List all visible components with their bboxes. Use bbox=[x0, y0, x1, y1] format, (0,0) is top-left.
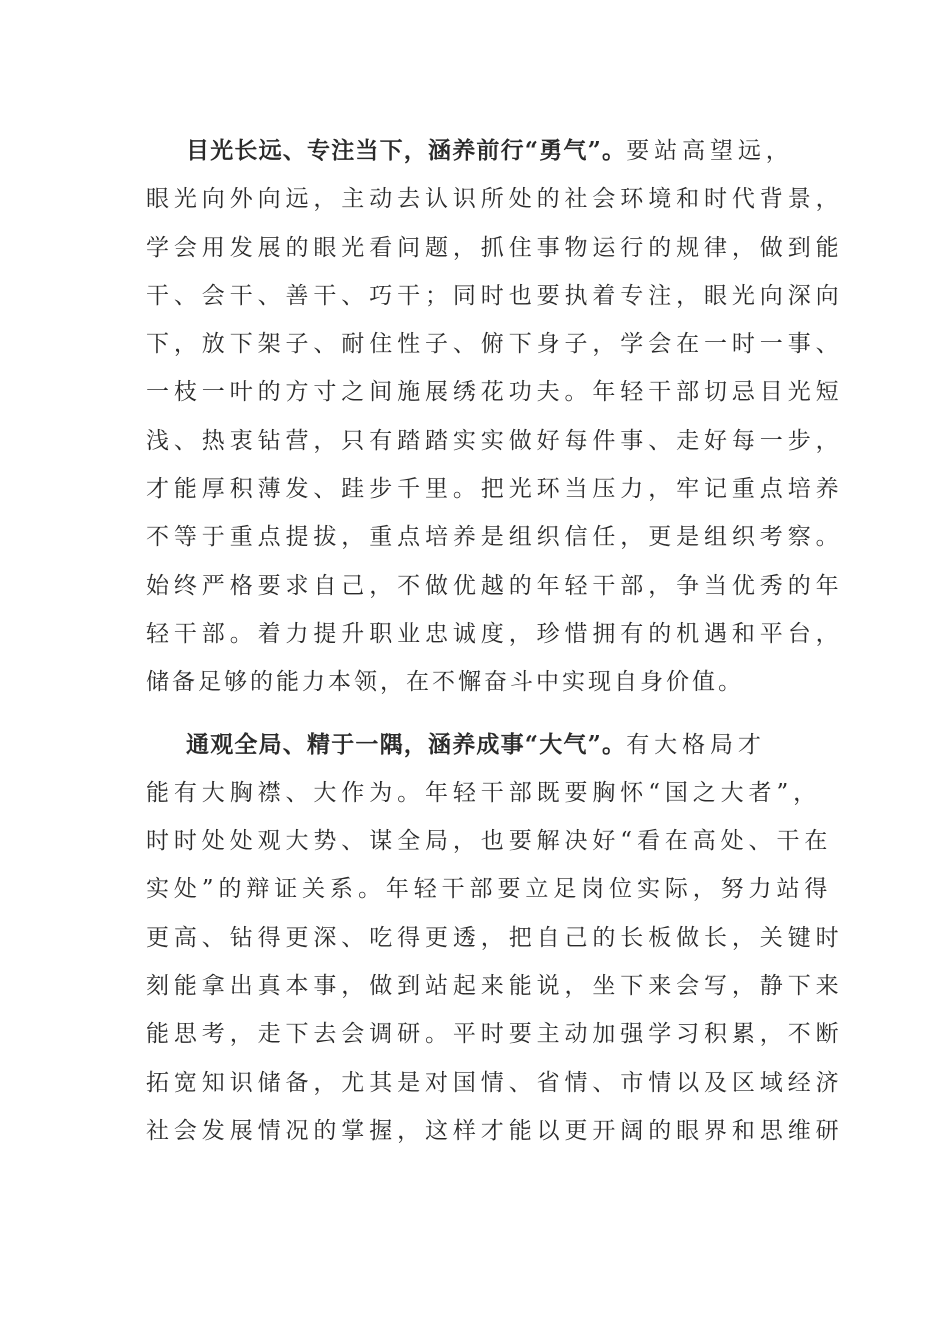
paragraph-2 bbox=[146, 721, 844, 1156]
paragraph-1-line-7: 浅、热衷钻营，只有踏踏实实做好每件事、走好每一步， bbox=[146, 427, 844, 454]
paragraph-1-line-1 bbox=[146, 127, 814, 175]
paragraph-2-line-4: 实处”的辩证关系。年轻干部要立足岗位实际，努力站得 bbox=[146, 876, 833, 903]
paragraph-1-line-5: 下，放下架子、耐住性子、俯下身子，学会在一时一事、 bbox=[146, 331, 844, 358]
paragraph-1-line-4: 干、会干、善干、巧干；同时也要执着专注，眼光向深向 bbox=[146, 282, 844, 309]
paragraph-2-text: 有大格局才 bbox=[626, 731, 766, 758]
paragraph-1-lead: 目光长远、专注当下，涵养前行“勇气”。 bbox=[186, 137, 627, 164]
paragraph-1-line-10: 始终严格要求自己，不做优越的年轻干部，争当优秀的年 bbox=[146, 572, 844, 599]
paragraph-1-line-12: 储备足够的能力本领，在不懈奋斗中实现自身价值。 bbox=[146, 669, 744, 696]
paragraph-2-line-5: 更高、钻得更深、吃得更透，把自己的长板做长，关键时 bbox=[146, 924, 844, 951]
document-page bbox=[146, 127, 844, 1155]
paragraph-1-line-8: 才能厚积薄发、跬步千里。把光环当压力，牢记重点培养 bbox=[146, 476, 844, 503]
paragraph-2-line-8: 拓宽知识储备，尤其是对国情、省情、市情以及区域经济 bbox=[146, 1069, 844, 1096]
paragraph-2-line-7: 能思考，走下去会调研。平时要主动加强学习积累，不断 bbox=[146, 1021, 844, 1048]
paragraph-2-line-1 bbox=[146, 721, 814, 769]
paragraph-2-line-3: 时时处处观大势、谋全局，也要解决好“看在高处、干在 bbox=[146, 828, 833, 855]
paragraph-1 bbox=[146, 127, 844, 707]
paragraph-1-line-11: 轻干部。着力提升职业忠诚度，珍惜拥有的机遇和平台， bbox=[146, 620, 844, 647]
paragraph-spacer bbox=[146, 707, 814, 721]
paragraph-1-line-6: 一枝一叶的方寸之间施展绣花功夫。年轻干部切忌目光短 bbox=[146, 379, 844, 406]
paragraph-1-line-2: 眼光向外向远，主动去认识所处的社会环境和时代背景， bbox=[146, 186, 844, 213]
paragraph-1-text: 要站高望远， bbox=[626, 138, 794, 164]
paragraph-2-line-6: 刻能拿出真本事，做到站起来能说，坐下来会写，静下来 bbox=[146, 973, 844, 1000]
paragraph-2-line-9: 社会发展情况的掌握，这样才能以更开阔的眼界和思维研 bbox=[146, 1117, 844, 1144]
paragraph-2-lead: 通观全局、精于一隅，涵养成事“大气”。 bbox=[186, 730, 627, 758]
paragraph-2-line-2: 能有大胸襟、大作为。年轻干部既要胸怀“国之大者”， bbox=[146, 779, 822, 806]
paragraph-1-line-9: 不等于重点提拔，重点培养是组织信任，更是组织考察。 bbox=[146, 524, 844, 551]
paragraph-1-line-3: 学会用发展的眼光看问题，抓住事物运行的规律，做到能 bbox=[146, 234, 844, 261]
